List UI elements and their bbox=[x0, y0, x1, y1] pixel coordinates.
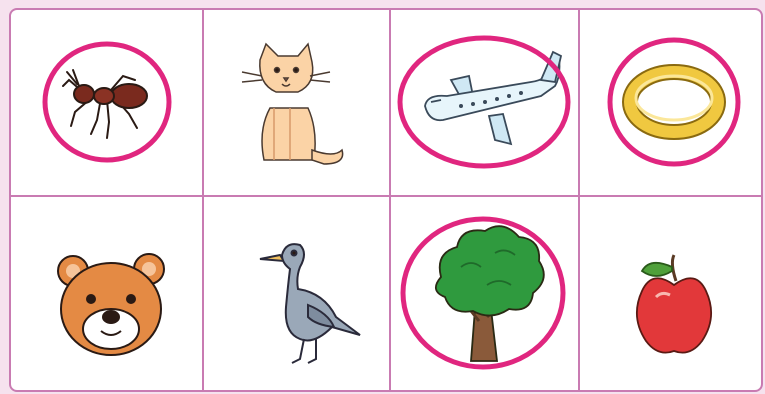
airplane-icon bbox=[425, 52, 561, 144]
ring-icon bbox=[630, 72, 718, 132]
cell-apple[interactable] bbox=[580, 197, 763, 392]
cell-bird[interactable] bbox=[204, 197, 389, 392]
cat-icon bbox=[242, 44, 343, 164]
cell-ant[interactable] bbox=[11, 10, 202, 195]
cell-tree[interactable] bbox=[391, 197, 578, 392]
tree-icon bbox=[436, 226, 544, 361]
bird-icon bbox=[260, 244, 360, 363]
apple-icon bbox=[637, 255, 711, 353]
cell-cat[interactable] bbox=[204, 10, 389, 195]
cell-ring[interactable] bbox=[580, 10, 763, 195]
cell-airplane[interactable] bbox=[391, 10, 578, 195]
bear-icon bbox=[58, 254, 164, 355]
cell-bear[interactable] bbox=[11, 197, 202, 392]
picture-grid bbox=[9, 8, 763, 392]
ant-icon bbox=[63, 70, 147, 138]
